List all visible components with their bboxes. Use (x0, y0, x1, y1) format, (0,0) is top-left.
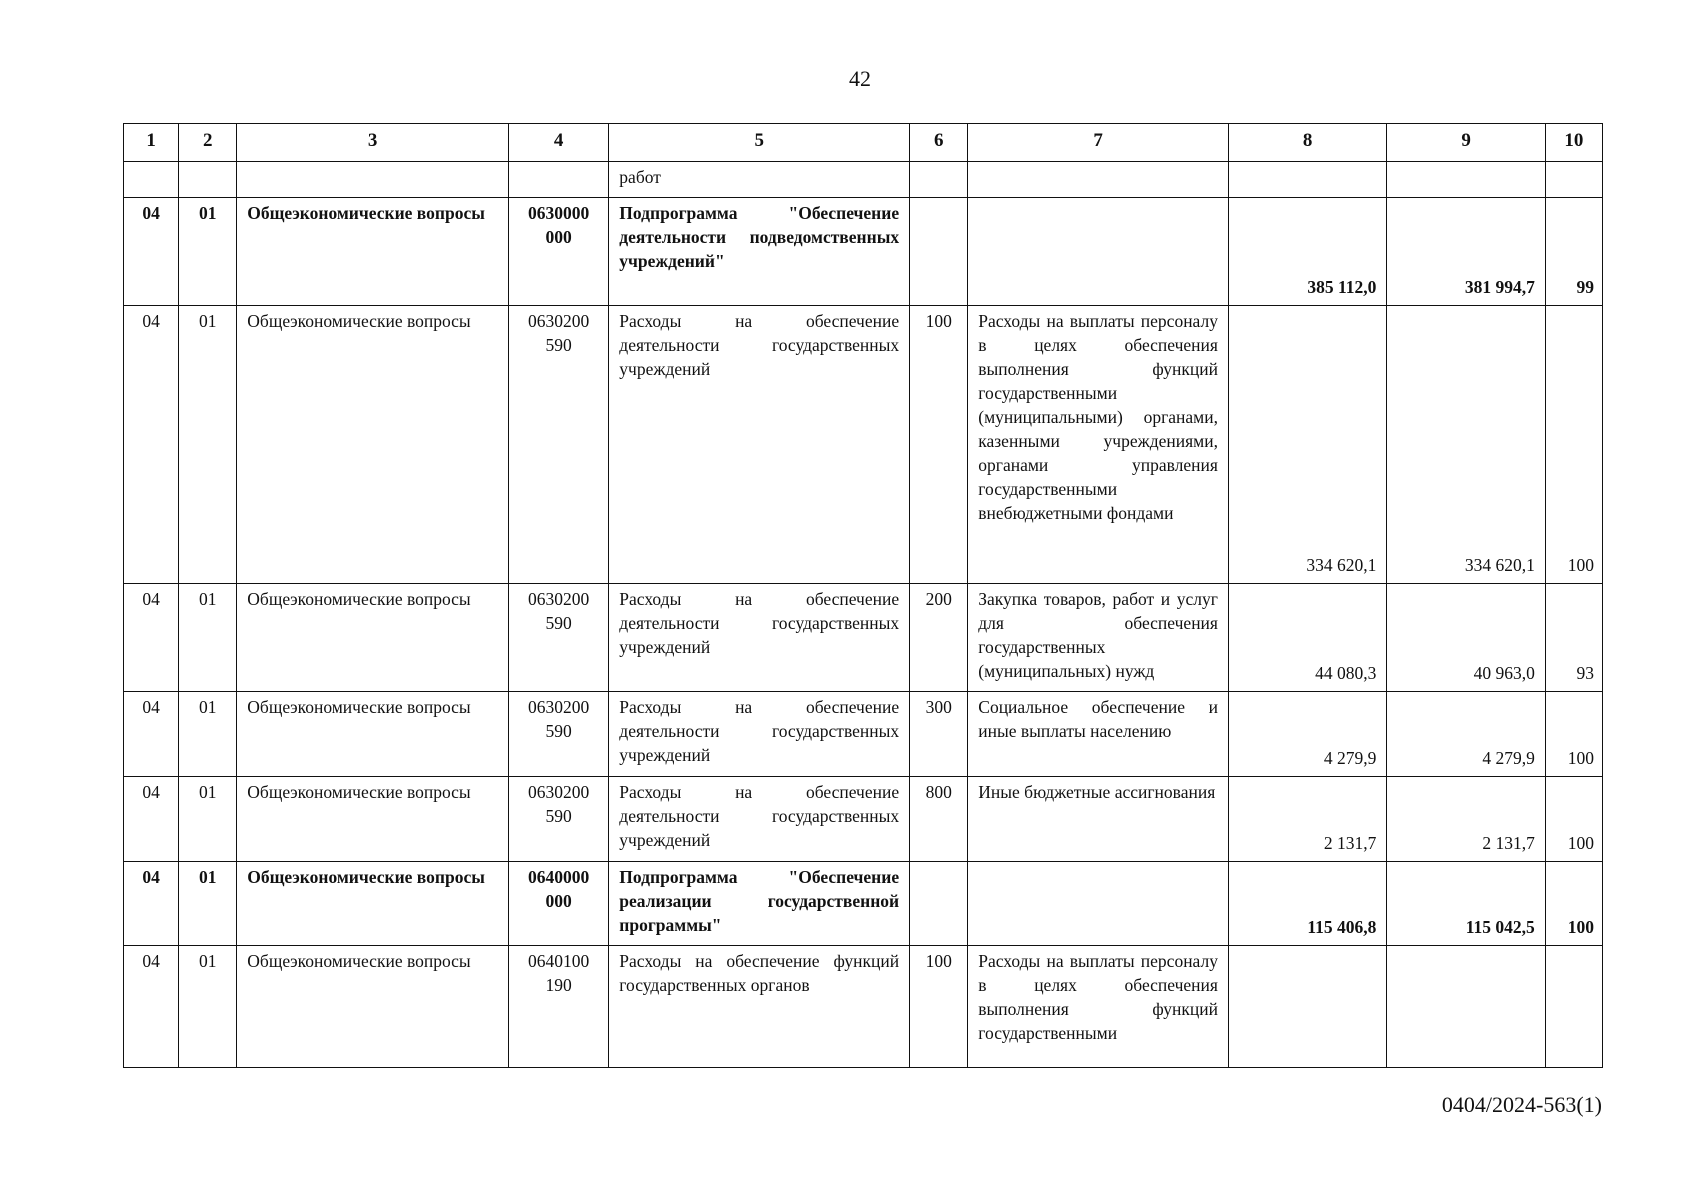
cell-plan: 385 112,0 (1228, 198, 1386, 306)
cell-section-name: Общеэкономические вопросы (237, 777, 509, 862)
cell-target-code: 0630200 590 (509, 777, 609, 862)
cell-plan: 4 279,9 (1228, 692, 1386, 777)
col-header-5: 5 (609, 124, 910, 162)
col-header-6: 6 (910, 124, 968, 162)
cell-target-name: Подпрограмма "Обеспечение реализации государственной программы" (609, 862, 910, 946)
cell-expense-name (968, 862, 1229, 946)
header-row (124, 124, 1603, 162)
cell-target-name: Расходы на обеспечение деятельности государственных учреждений (609, 584, 910, 692)
cell-target-code: 0630200 590 (509, 692, 609, 777)
table-row (124, 306, 1603, 584)
cell-expense-type: 100 (910, 946, 968, 1068)
col-header-9: 9 (1387, 124, 1545, 162)
cell-expense-type: 200 (910, 584, 968, 692)
cell-section-name: Общеэкономические вопросы (237, 584, 509, 692)
cell-plan: 115 406,8 (1228, 862, 1386, 946)
cell-expense-name: Иные бюджетные ассигнования (968, 777, 1229, 862)
page-number: 42 (849, 66, 871, 91)
cell-section: 04 (124, 306, 179, 584)
cell-actual: 2 131,7 (1387, 777, 1545, 862)
cell-target-name: Расходы на обеспечение функций государственных органов (609, 946, 910, 1068)
cell-target-code: 0640000 000 (509, 862, 609, 946)
table-row (124, 692, 1603, 777)
col-header-4: 4 (509, 124, 609, 162)
cell-expense-type: 800 (910, 777, 968, 862)
cell-section: 04 (124, 584, 179, 692)
cell-section-name: Общеэкономические вопросы (237, 306, 509, 584)
cell-section-name (237, 162, 509, 198)
col-header-7: 7 (968, 124, 1229, 162)
cell-subsection: 01 (179, 777, 237, 862)
cell-section (124, 162, 179, 198)
cell-percent: 100 (1545, 692, 1602, 777)
document-code: 0404/2024-563(1) (1441, 1092, 1602, 1117)
cell-section: 04 (124, 692, 179, 777)
col-header-3: 3 (237, 124, 509, 162)
cell-subsection (179, 162, 237, 198)
cell-actual (1387, 946, 1545, 1068)
cell-target-code: 0630200 590 (509, 306, 609, 584)
cell-expense-name: Закупка товаров, работ и услуг для обеспечения государственных (муниципальных) нужд (968, 584, 1229, 692)
cell-plan: 334 620,1 (1228, 306, 1386, 584)
cell-section-name: Общеэкономические вопросы (237, 946, 509, 1068)
budget-table (123, 123, 1603, 1068)
cell-section: 04 (124, 198, 179, 306)
cell-section-name: Общеэкономические вопросы (237, 198, 509, 306)
cell-target-code: 0630200 590 (509, 584, 609, 692)
cell-subsection: 01 (179, 306, 237, 584)
cell-expense-name: Расходы на выплаты персоналу в целях обеспечения выполнения функций государственными (муниципальными) органами, казенными учреждениями, органами управления государственными внебюджетными фондами (968, 306, 1229, 584)
cell-expense-type: 300 (910, 692, 968, 777)
table-row (124, 777, 1603, 862)
cell-section: 04 (124, 862, 179, 946)
cell-target-name: Расходы на обеспечение деятельности государственных учреждений (609, 692, 910, 777)
table-row (124, 162, 1603, 198)
cell-section-name: Общеэкономические вопросы (237, 862, 509, 946)
cell-expense-name (968, 162, 1229, 198)
cell-percent: 100 (1545, 862, 1602, 946)
cell-plan (1228, 946, 1386, 1068)
cell-percent: 93 (1545, 584, 1602, 692)
table-row (124, 198, 1603, 306)
col-header-2: 2 (179, 124, 237, 162)
cell-percent (1545, 946, 1602, 1068)
cell-section: 04 (124, 777, 179, 862)
cell-subsection: 01 (179, 692, 237, 777)
cell-expense-type: 100 (910, 306, 968, 584)
cell-expense-name (968, 198, 1229, 306)
cell-plan (1228, 162, 1386, 198)
cell-plan: 2 131,7 (1228, 777, 1386, 862)
cell-target-code: 0630000 000 (509, 198, 609, 306)
col-header-10: 10 (1545, 124, 1602, 162)
cell-subsection: 01 (179, 584, 237, 692)
cell-plan: 44 080,3 (1228, 584, 1386, 692)
cell-target-code: 0640100 190 (509, 946, 609, 1068)
table-row (124, 946, 1603, 1068)
cell-subsection: 01 (179, 862, 237, 946)
cell-section-name: Общеэкономические вопросы (237, 692, 509, 777)
cell-target-code (509, 162, 609, 198)
cell-percent: 99 (1545, 198, 1602, 306)
cell-expense-type (910, 198, 968, 306)
cell-target-name: Подпрограмма "Обеспечение деятельности подведомственных учреждений" (609, 198, 910, 306)
cell-actual: 115 042,5 (1387, 862, 1545, 946)
cell-subsection: 01 (179, 946, 237, 1068)
cell-expense-type (910, 862, 968, 946)
cell-actual: 381 994,7 (1387, 198, 1545, 306)
cell-actual: 4 279,9 (1387, 692, 1545, 777)
cell-actual (1387, 162, 1545, 198)
cell-section: 04 (124, 946, 179, 1068)
col-header-8: 8 (1228, 124, 1386, 162)
cell-expense-name: Расходы на выплаты персоналу в целях обеспечения выполнения функций государственными (968, 946, 1229, 1068)
cell-subsection: 01 (179, 198, 237, 306)
cell-actual: 334 620,1 (1387, 306, 1545, 584)
cell-actual: 40 963,0 (1387, 584, 1545, 692)
col-header-1: 1 (124, 124, 179, 162)
cell-expense-name: Социальное обеспечение и иные выплаты населению (968, 692, 1229, 777)
cell-percent (1545, 162, 1602, 198)
cell-expense-type (910, 162, 968, 198)
table-row (124, 862, 1603, 946)
cell-percent: 100 (1545, 306, 1602, 584)
table-row (124, 584, 1603, 692)
cell-percent: 100 (1545, 777, 1602, 862)
cell-target-name: работ (609, 162, 910, 198)
cell-target-name: Расходы на обеспечение деятельности государственных учреждений (609, 306, 910, 584)
cell-target-name: Расходы на обеспечение деятельности государственных учреждений (609, 777, 910, 862)
